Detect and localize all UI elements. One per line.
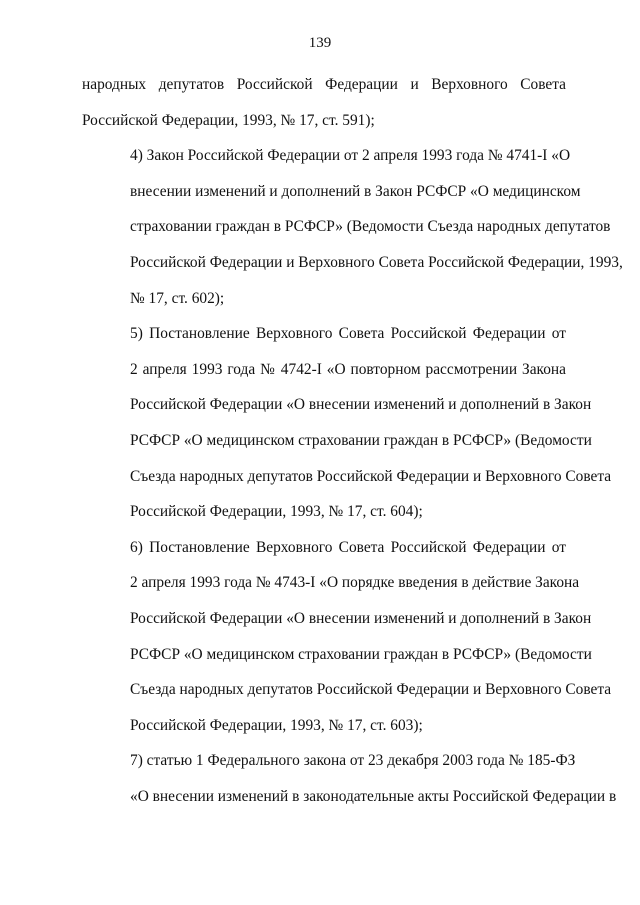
text-line: Российской Федерации «О внесении изменений и дополнений в Закон: [130, 396, 592, 414]
document-body: [82, 67, 623, 814]
text-line: Российской Федерации и Верховного Совета Российской Федерации, 1993,: [130, 253, 623, 271]
text-line: РСФСР «О медицинском страховании граждан в РСФСР» (Ведомости: [130, 431, 592, 449]
paragraph-item-7: [82, 743, 617, 814]
paragraph-item-5: [82, 316, 612, 530]
page-number: 139: [308, 35, 332, 51]
text-line: Российской Федерации, 1993, № 17, ст. 591);: [82, 111, 375, 129]
text-line: народных депутатов Российской Федерации и Верховного Совета: [82, 76, 566, 93]
text-line: 4) Закон Российской Федерации от 2 апреля 1993 года № 4741-I «О: [130, 147, 571, 165]
text-line: 6) Постановление Верховного Совета Российской Федерации от: [130, 538, 566, 556]
text-line: № 17, ст. 602);: [130, 289, 225, 307]
text-line: 2 апреля 1993 года № 4743-I «О порядке введения в действие Закона: [130, 574, 580, 592]
text-line: 2 апреля 1993 года № 4742-I «О повторном рассмотрении Закона: [130, 360, 566, 378]
paragraph-item-6: [82, 530, 612, 744]
text-line: «О внесении изменений в законодательные акты Российской Федерации в: [130, 787, 617, 805]
text-line: Съезда народных депутатов Российской Федерации и Верховного Совета: [130, 467, 612, 485]
text-line: Съезда народных депутатов Российской Федерации и Верховного Совета: [130, 681, 612, 699]
text-line: внесении изменений и дополнений в Закон РСФСР «О медицинском: [130, 182, 581, 200]
text-line: 7) статью 1 Федерального закона от 23 декабря 2003 года № 185-ФЗ: [130, 752, 576, 770]
text-line: РСФСР «О медицинском страховании граждан в РСФСР» (Ведомости: [130, 645, 592, 663]
paragraph-item-4: [82, 138, 623, 316]
text-line: Российской Федерации «О внесении изменений и дополнений в Закон: [130, 609, 592, 627]
paragraph-continuation: [82, 67, 566, 138]
text-line: Российской Федерации, 1993, № 17, ст. 604);: [130, 503, 423, 521]
text-line: Российской Федерации, 1993, № 17, ст. 603);: [130, 716, 423, 734]
text-line: страховании граждан в РСФСР» (Ведомости Съезда народных депутатов: [130, 218, 611, 236]
text-line: 5) Постановление Верховного Совета Российской Федерации от: [130, 325, 566, 343]
